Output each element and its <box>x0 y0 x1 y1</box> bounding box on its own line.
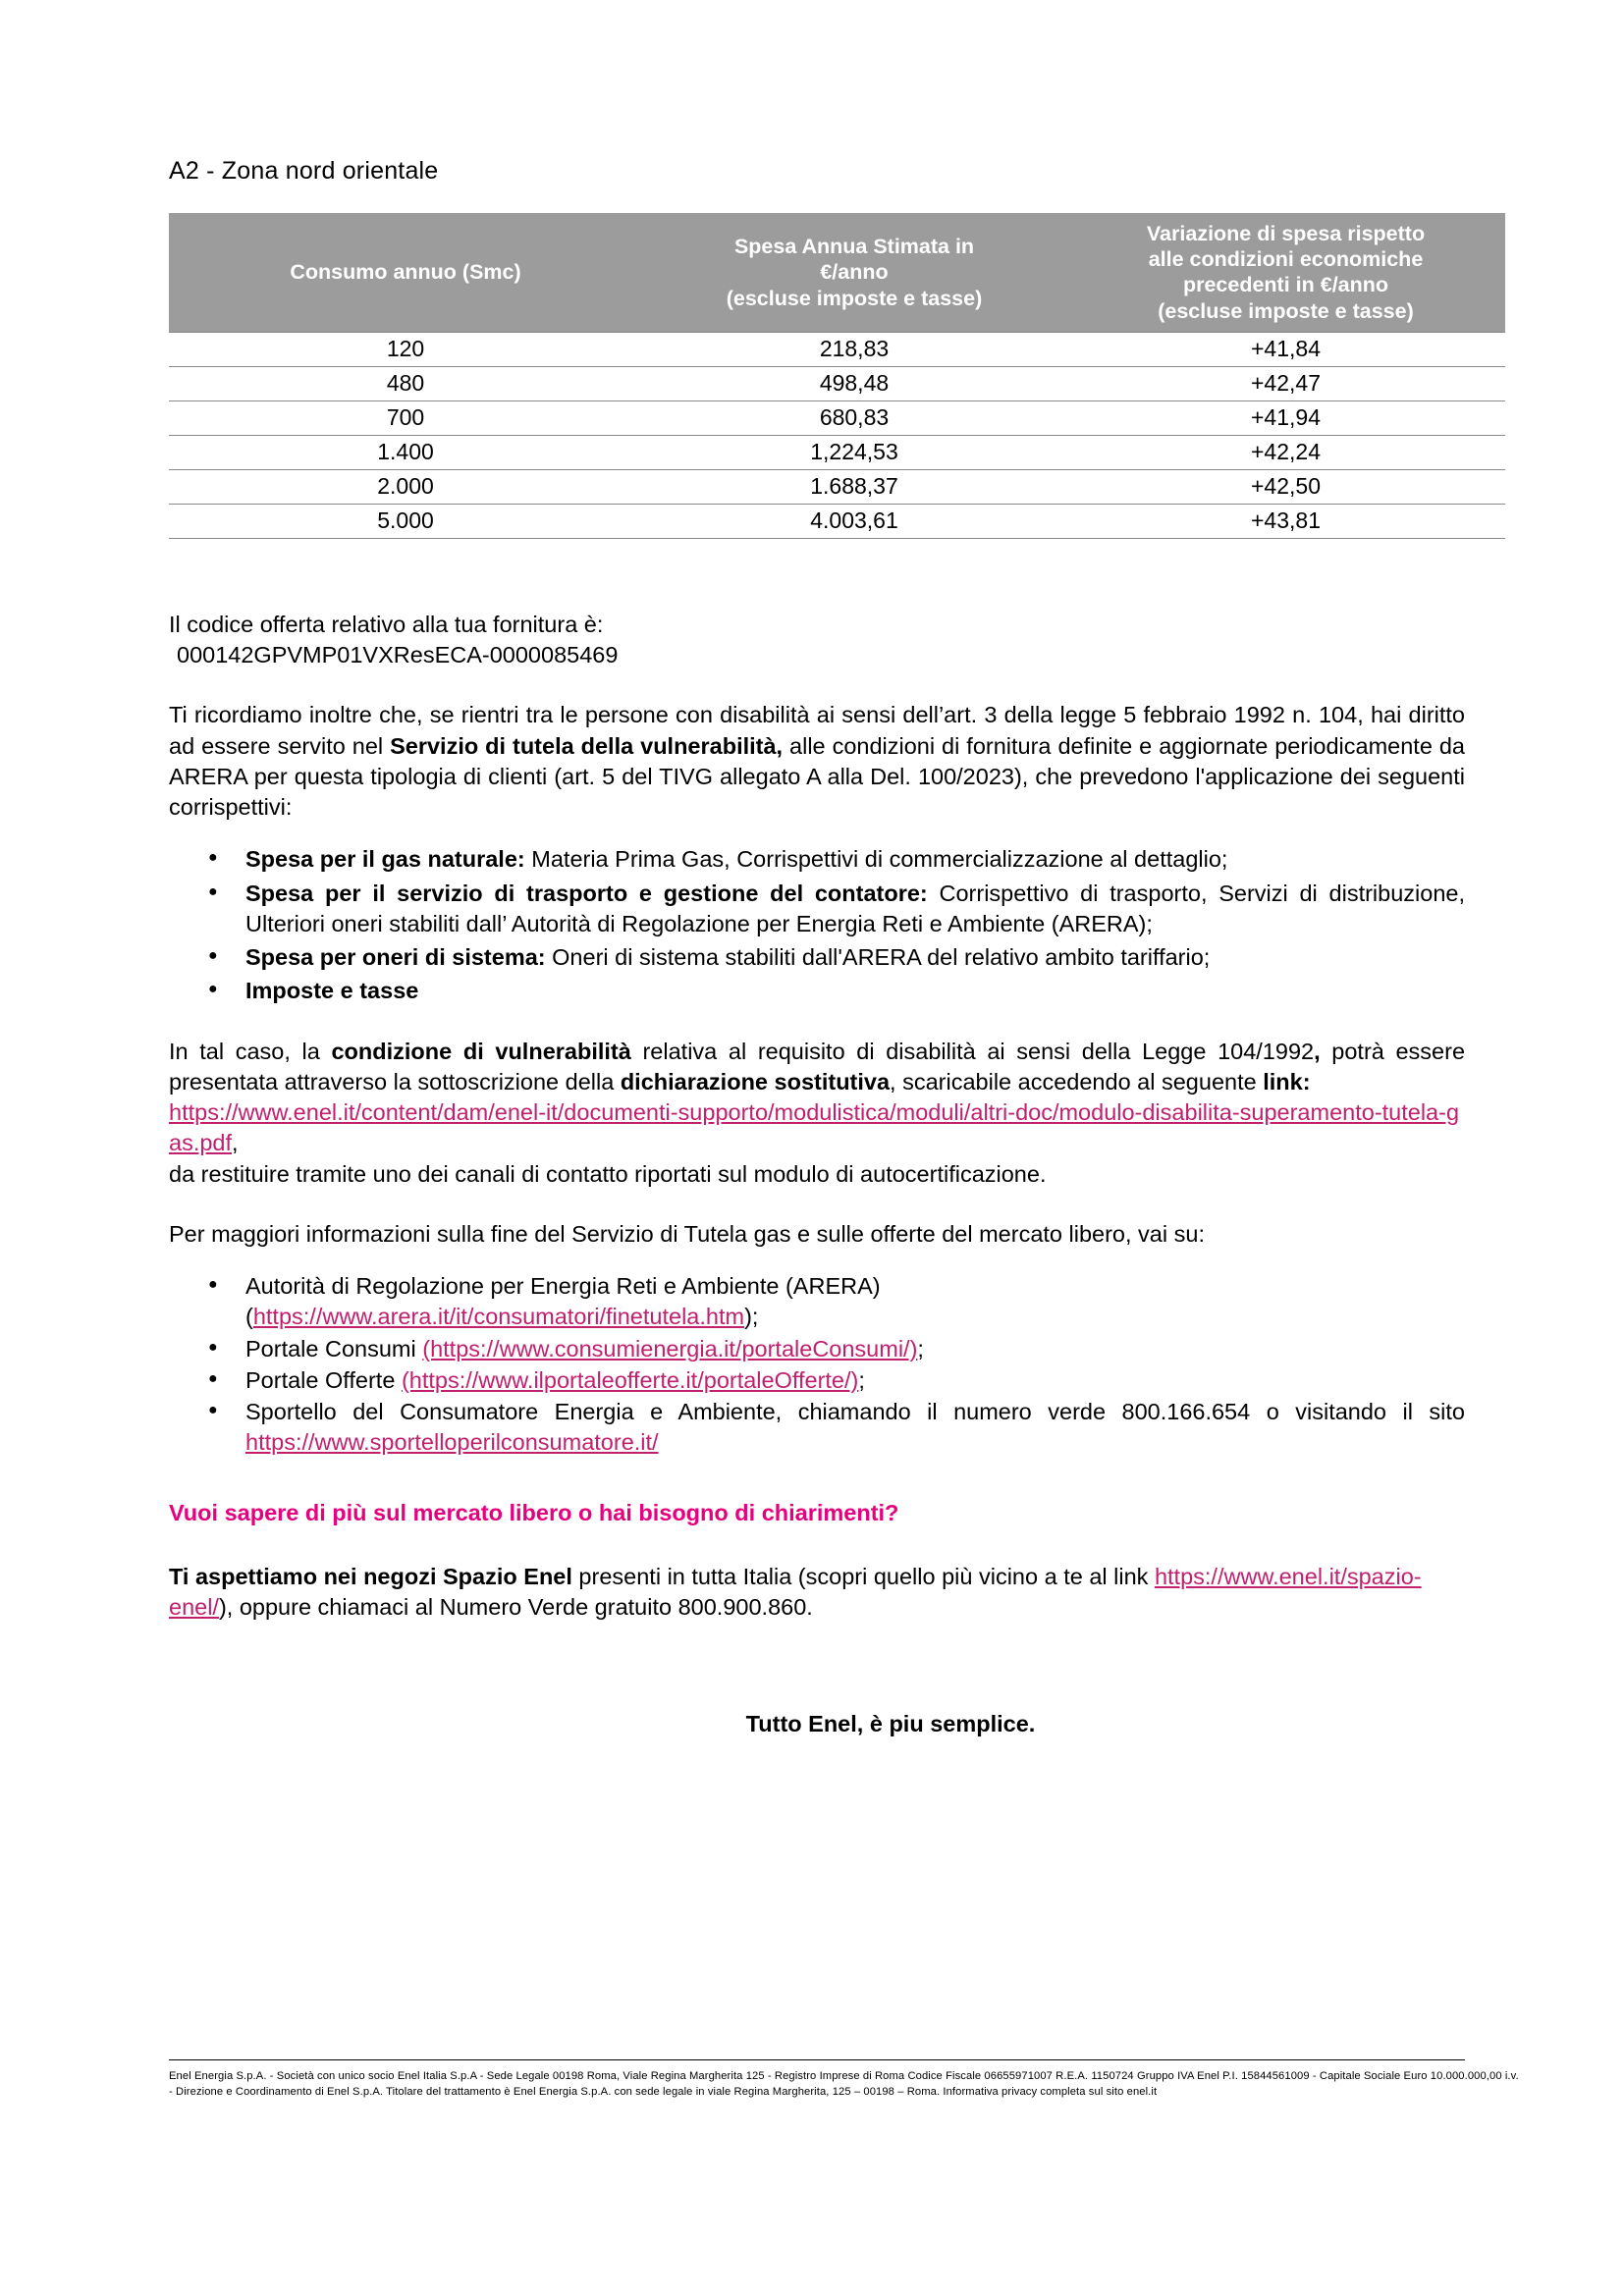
table-row <box>169 504 1505 538</box>
arera-link[interactable]: https://www.arera.it/it/consumatori/finetutela.htm <box>252 1304 745 1330</box>
cell-consumption: 120 <box>169 332 642 366</box>
intro-text-part2: alle condizioni di fornitura definite e aggiornate periodicamente da ARERA per questa tipologia di clienti (art. 5 del TIVG allegato A alla Del. 100/2023), che prevedono l'applicazione dei seguenti corrispettivi: <box>169 732 1465 821</box>
item-post: ; <box>917 1335 924 1362</box>
cell-variation: +43,81 <box>1066 504 1505 538</box>
portale-consumi-link[interactable]: (https://www.consumienergia.it/portaleConsumi/) <box>422 1335 918 1362</box>
table-header-row <box>169 213 1505 332</box>
cell-consumption: 480 <box>169 366 642 400</box>
spazio-enel-link[interactable]: https://www.enel.it/spazio-enel/ <box>169 1563 1422 1620</box>
cell-annual-cost: 680,83 <box>642 400 1066 435</box>
list-item <box>169 976 1465 1006</box>
list-item <box>169 1271 1465 1333</box>
footer-divider <box>169 2059 1465 2060</box>
header-line: alle condizioni economiche <box>1148 247 1424 272</box>
item-text: Portale Consumi <box>245 1335 423 1362</box>
cell-variation: +41,84 <box>1066 332 1505 366</box>
item-text: Materia Prima Gas, Corrispettivi di commercializzazione al dettaglio; <box>524 846 1228 873</box>
cell-consumption: 1.400 <box>169 435 642 469</box>
header-line: precedenti in €/anno <box>1182 273 1389 297</box>
more-info-list <box>169 1271 1465 1459</box>
intro-bold-service: Servizio di tutela della vulnerabilità, <box>390 732 784 759</box>
item-text: Oneri di sistema stabiliti dall'ARERA del relativo ambito tariffario; <box>545 944 1211 971</box>
intro-text-part1: Ti ricordiamo inoltre che, se rientri tra le persone con disabilità ai sensi dell’art. 3 della legge 5 febbraio 1992 n. 104, hai diritto ad essere servito nel <box>169 702 1465 759</box>
bold-comma: , <box>1314 1038 1321 1064</box>
cell-variation: +42,50 <box>1066 469 1505 504</box>
return-instructions: da restituire tramite uno dei canali di contatto riportati sul modulo di autocertificazione. <box>169 1160 1047 1187</box>
text-part1: In tal caso, la <box>169 1038 332 1064</box>
text-part2: relativa al requisito di disabilità ai sensi della Legge 104/1992 <box>630 1038 1315 1064</box>
item-label: Spesa per oneri di sistema: <box>245 944 546 971</box>
closing-text2: ), oppure chiamaci al Numero Verde gratuito 800.900.860. <box>218 1593 813 1620</box>
table-header <box>169 213 1505 332</box>
offer-code-block <box>169 610 1465 671</box>
header-line: (escluse imposte e tasse) <box>726 286 983 310</box>
table-col-header-variation <box>1066 213 1505 332</box>
footer-legal-text: Enel Energia S.p.A. - Società con unico socio Enel Italia S.p.A - Sede Legale 00198 Roma, Viale Regina Margherita 125 - Registro Imprese di Roma Codice Fiscale 06655971007 R.E.A. 1150724 Gruppo IVA Enel P.I. 15844561009 - Capitale Sociale Euro 10.000.000,00 i.v. - Direzione e Coordinamento di Enel S.p.A. Titolare del trattamento è Enel Energia S.p.A. con sede legale in viale Regina Margherita, 125 – 00198 – Roma. Informativa privacy completa sul sito enel.it <box>169 2070 1519 2098</box>
table-row <box>169 332 1505 366</box>
text-part3: potrà essere presentata attraverso la sottoscrizione della <box>169 1038 1466 1095</box>
item-post: ; <box>858 1366 865 1393</box>
table-row <box>169 400 1505 435</box>
list-item <box>169 1397 1465 1459</box>
list-item <box>169 844 1465 875</box>
cell-variation: +42,24 <box>1066 435 1505 469</box>
paren-open: ( <box>245 1304 253 1330</box>
disability-module-link-line <box>169 1097 1465 1159</box>
cell-annual-cost: 4.003,61 <box>642 504 1066 538</box>
item-label: Imposte e tasse <box>245 978 419 1004</box>
item-label: Spesa per il gas naturale: <box>245 846 525 873</box>
cell-annual-cost: 1.688,37 <box>642 469 1066 504</box>
item-post: ); <box>744 1304 759 1330</box>
item-text: Portale Offerte <box>245 1366 402 1393</box>
item-text: Sportello del Consumatore Energia e Ambiente, chiamando il numero verde 800.166.654 o visitando il sito <box>245 1399 1465 1425</box>
header-line: Variazione di spesa rispetto <box>1146 222 1426 245</box>
portale-offerte-link[interactable]: (https://www.ilportaleofferte.it/portaleOfferte/) <box>401 1366 859 1393</box>
question-heading: Vuoi sapere di più sul mercato libero o hai bisogno di chiarimenti? <box>169 1499 899 1525</box>
cell-consumption: 700 <box>169 400 642 435</box>
item-label: Spesa per il servizio di trasporto e gestione del contatore: <box>245 880 928 906</box>
cell-variation: +42,47 <box>1066 366 1505 400</box>
cell-annual-cost: 218,83 <box>642 332 1066 366</box>
closing-text1: presenti in tutta Italia (scopri quello più vicino a te al link <box>571 1563 1155 1589</box>
text-part4: , scaricabile accedendo al seguente <box>890 1068 1264 1095</box>
table-col-header-consumption <box>169 213 642 332</box>
corrispettivi-list <box>169 844 1465 1006</box>
bold-declaration: dichiarazione sostitutiva <box>620 1068 891 1095</box>
list-item <box>169 879 1465 940</box>
sportello-consumatore-link[interactable]: https://www.sportelloperilconsumatore.it/ <box>245 1429 659 1456</box>
cell-variation: +41,94 <box>1066 400 1505 435</box>
cell-annual-cost: 498,48 <box>642 366 1066 400</box>
offer-code-value: 000142GPVMP01VXResECA-0000085469 <box>177 642 619 668</box>
cell-consumption: 5.000 <box>169 504 642 538</box>
table-body <box>169 332 1505 538</box>
table-row <box>169 435 1505 469</box>
bold-link-label: link: <box>1263 1068 1311 1095</box>
vulnerability-intro-paragraph <box>169 700 1465 823</box>
header-line: €/anno <box>820 260 889 285</box>
table-row <box>169 469 1505 504</box>
list-item <box>169 1365 1465 1396</box>
disability-module-link[interactable]: https://www.enel.it/content/dam/enel-it/documenti-supporto/modulistica/moduli/altri-doc/modulo-disabilita-superamento-tutela-gas.pdf <box>169 1099 1460 1156</box>
table-row <box>169 366 1505 400</box>
table-col-header-annual-cost <box>642 213 1066 332</box>
header-line: (escluse imposte e tasse) <box>1158 298 1414 323</box>
page-title: A2 - Zona nord orientale <box>169 157 439 185</box>
closing-paragraph <box>169 1562 1465 1624</box>
list-item <box>169 942 1465 973</box>
vulnerability-declaration-paragraph <box>169 1037 1465 1098</box>
item-text: Autorità di Regolazione per Energia Reti e Ambiente (ARERA) <box>245 1273 881 1300</box>
link-trailing-comma: , <box>232 1130 239 1156</box>
signature-slogan: Tutto Enel, è piu semplice. <box>745 1711 1036 1737</box>
list-item <box>169 1334 1465 1364</box>
cell-annual-cost: 1,224,53 <box>642 435 1066 469</box>
bold-condition: condizione di vulnerabilità <box>331 1038 631 1064</box>
more-info-intro: Per maggiori informazioni sulla fine del Servizio di Tutela gas e sulle offerte del mercato libero, vai su: <box>169 1220 1205 1247</box>
offer-code-label: Il codice offerta relativo alla tua fornitura è: <box>169 611 604 637</box>
header-line: Consumo annuo (Smc) <box>290 260 521 285</box>
cell-consumption: 2.000 <box>169 469 642 504</box>
item-text: Corrispettivo di trasporto, Servizi di distribuzione, Ulteriori oneri stabiliti dall’ Autorità di Regolazione per Energia Reti e Ambiente (ARERA); <box>245 880 1465 936</box>
document-content <box>169 157 1465 1737</box>
tariff-table <box>169 213 1505 539</box>
closing-bold: Ti aspettiamo nei negozi Spazio Enel <box>169 1563 572 1589</box>
header-line: Spesa Annua Stimata in <box>733 235 975 259</box>
